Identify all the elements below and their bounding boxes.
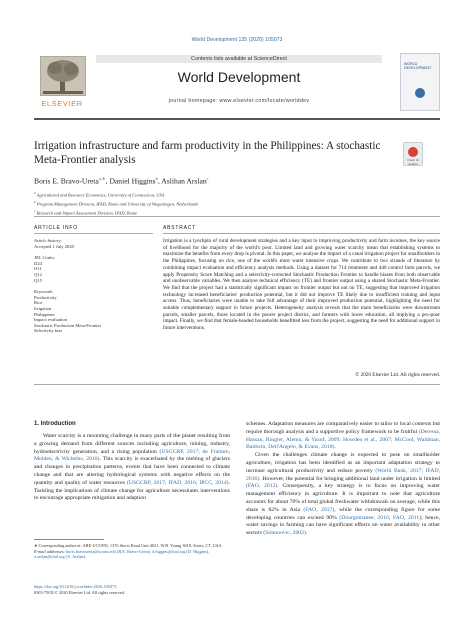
footnote [34,543,230,560]
citation-link[interactable]: (USGCRP, 2017; de Fraiture, Molden, & Wichelns, 2010) [34,448,231,463]
divider [34,216,440,217]
keywords-label: Keywords: [34,289,54,295]
citation-link[interactable]: (USGCRP, 2017; IFAD, 2016; IPCC, 2014) [126,479,229,486]
abstract-heading: ABSTRACT [163,225,197,231]
cover-title: WORLD DEVELOPMENT [404,62,432,70]
citation-link[interactable]: (Dourgnmanee, 2016; FAO, 2011) [339,514,422,521]
banner-text[interactable]: Contents lists available at ScienceDirect [191,56,287,62]
elsevier-logo [34,53,90,113]
citation-link[interactable]: (World Bank, 2017; IFAD, 2016) [246,467,440,482]
masthead [34,53,440,113]
paragraph: Water scarcity is a mounting challenge in many parts of the planet resulting from a growing demand from different sources including agriculture, mining, industry, hydroelectricity generation, and a rising population (USGCRP, 2017; de Fraiture, Molden, & Wichelns, 2010). This scarcity is exacerbated by the melting of glaciers and changes in precipitation patterns, events that have been connected to climate change and that are altering hydrological systems with negative effects on the quantity and quality of water resources (USGCRP, 2017; IFAD, 2016; IPCC, 2014). Tackling the implications of climate change for agriculture necessitates interventions to encourage appropriate mitigation and adaption [34,433,231,502]
citation-link[interactable]: (FAO, 2012) [246,483,278,490]
citation-link[interactable]: (Simonovic, 2002) [263,530,306,537]
footnote-divider [34,539,104,540]
history-label: Article history: [34,238,62,243]
email-links[interactable]: boris.bravoureta@uconn.edu (B.E. Bravo-Ureta), d.higgins@ifad.org (D. Higgins), a.arslan@ifad.org (A. Arslan). [34,548,210,560]
author-sup[interactable]: b [155,176,158,181]
keyword: Irrigation [34,305,52,311]
corresponding-author: ∗ Corresponding author at: ARE-UCONN, 1376 Storrs Road Unit 4021, W.B. Young 3018, Storrs, CT, USA. [34,543,223,548]
article-info [34,238,153,334]
abstract-text: Irrigation is a lynchpin of rural development strategies and a key input to improving productivity and farm incomes, the key source of livelihood for the majority of the world's poor. Limited land and growing water scarcity mean that establishing systems to maximize the benefits from every drop is pivotal. In this paper, we analyse the impact of a canal irrigation project for smallholders in the Philippines, focusing on rice, one of the world's most water intensive crops. We contribute to two strands of literature by combining impact evaluation and efficiency analysis methods. Using a dataset for 714 treatment and 440 control farm parcels, we apply Propensity Score Matching and a selectivity-corrected Stochastic Production Frontier to handle biases from both observable and unobservable variables. We then analyse technical efficiency (TE) and frontier output using a shared Stochastic Meta-Frontier. We find that the project had a statistically significant impact on frontier output but not on TE, suggesting that improved irrigation technology increased beneficiaries' production potential, but it did not improve TE likely due to insufficient training and input access. Thus, beneficiaries were unable to take full advantage of their improved production potential, highlighting the need for suitable complementary support in future projects. Heterogeneity analysis reveals that the main beneficiaries were downstream parcels, smaller parcels, those located in the poorer project district, and farmers with lower education, all implying a pro-poor impact. Finally, we find that female-headed households benefitted less from the project, suggesting the need for additional support in future interventions. [163,238,440,332]
keyword: Productivity [34,294,57,300]
copyright: © 2020 Elsevier Ltd. All rights reserved. [355,372,440,378]
keyword: Philippines [34,311,55,317]
paragraph: schemes. Adaptation measures are comparatively easier to tailor to local contexts but require thorough analysis and a supportive policy framework to be fruitful (Deressa, Hassan, Ringler, Alemu, & Yusuf, 2009; Howden et al., 2007; McCord, Waldman, Baldwin, Dell'Angelo, & Evans, 2018). [246,421,440,451]
author-name[interactable]: Daniel Higgins [109,176,156,186]
paragraph: Given the challenges climate change is expected to pose on smallholder agriculture, irrigation has been identified as an important adaptation strategy to increase agricultural productivity and reduce poverty (World Bank, 2017; IFAD, 2016). However, the potential for bringing additional land under irrigation is limited (FAO, 2012). Consequently, a key strategy is to focus on improving water management efficiency in agriculture. It is important to note that agriculture accounts for about 70% of total global freshwater withdrawals on average, while this share is 82% in Asia (FAO, 2017), while the corresponding figure for some developing countries can exceed 90% (Dourgnmanee, 2016; FAO, 2011); hence, water savings in farming can have significant effects on water availability in other sectors (Simonovic, 2002). [246,452,440,537]
keyword: Impact evaluation [34,317,68,323]
author-sup[interactable]: a,∗ [98,176,106,181]
doi-block [34,584,230,595]
tree-icon [40,56,86,96]
accepted-date: Accepted 1 July 2020 [34,243,74,249]
section-heading: 1. Introduction [34,421,76,427]
divider [34,384,440,385]
citation-link[interactable]: (Deressa, Hassan, Ringler, Alemu, & Yusuf, 2009; Howden et al., 2007; McCord, Waldman, Baldwin, Dell'Angelo, & Evans, 2018) [246,428,440,451]
keyword: Stochastic Production Meta-Frontier [34,322,102,328]
journal-homepage[interactable]: journal homepage: www.elsevier.com/locate/worlddev [168,98,310,104]
author-name[interactable]: Aslihan Arslan [161,176,207,186]
publisher-logo-text: ELSEVIER [41,99,83,108]
jel-code: D24 [34,260,42,266]
affiliations [34,190,198,217]
crossmark-icon [408,147,418,157]
journal-title: World Development [177,69,301,85]
divider [163,233,440,234]
jel-label: JEL Codes: [34,255,56,261]
cover-emblem [415,88,425,98]
affiliation: $^a$ Agricultural and Resource Economics, University of Connecticut, USA [34,191,165,198]
affiliation: $^c$ Research and Impact Assessment Division, IFAD, Rome [34,208,138,216]
affiliation: $^b$ Program Management Division, IFAD, Rome and University of Wageningen, Netherlands [34,199,199,207]
article-info-heading: ARTICLE INFO [34,225,78,231]
contents-banner [96,55,382,63]
body-column-left [34,433,230,503]
crossmark-badge[interactable] [403,142,423,166]
author-sup[interactable]: c [206,176,209,181]
doi-link[interactable]: https://doi.org/10.1016/j.worlddev.2020.105073 [34,584,117,589]
jel-code: Q12 [34,271,42,277]
body-column-right [246,421,440,538]
crossmark-label: Check for updates [407,158,419,166]
journal-reference[interactable]: World Development 135 (2020) 105073 [191,37,283,43]
issn-line: 0305-750X/© 2020 Elsevier Ltd. All rights reserved. [34,589,125,595]
keyword: Rice [34,300,43,306]
jel-code: O11 [34,266,42,272]
author-list: Boris E. Bravo-Ureta$^{a,∗}$, Daniel Higgins$^b$, Aslihan Arslan$^c$ [34,176,209,186]
journal-cover [400,53,440,111]
citation-link[interactable]: (FAO, 2017) [303,506,335,513]
author-name[interactable]: Boris E. Bravo-Ureta [34,176,99,186]
divider [34,233,153,234]
keyword: Selectivity bias [34,328,63,334]
masthead-divider [34,118,440,120]
article-title: Irrigation infrastructure and farm productivity in the Philippines: A stochastic Meta-Frontier analysis [34,140,381,166]
jel-code: Q15 [34,277,42,283]
email-addresses: E-mail addresses: boris.bravoureta@uconn.edu (B.E. Bravo-Ureta), d.higgins@ifad.org (D. Higgins), a.arslan@ifad.org (A. Arslan). [34,548,210,560]
